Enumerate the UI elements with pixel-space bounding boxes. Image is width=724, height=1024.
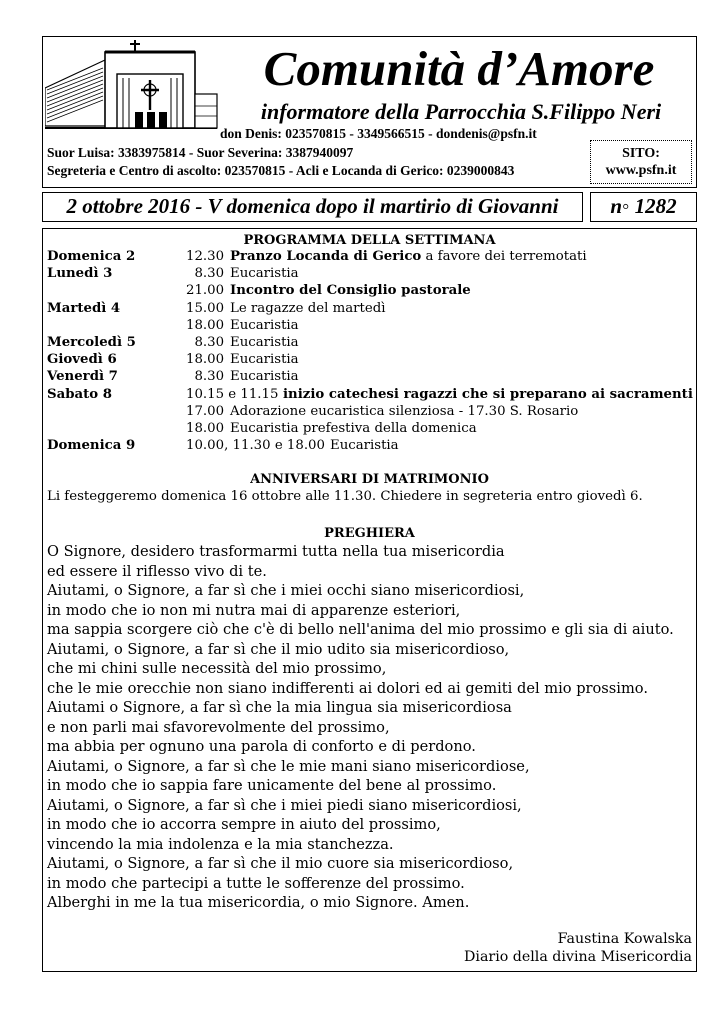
- newsletter-title: Comunità d’Amore: [263, 41, 655, 96]
- prayer-line: Aiutami o Signore, a far sì che la mia lingua sia misericordiosa: [47, 699, 512, 716]
- prayer-line: in modo che io accorra sempre in aiuto del prossimo,: [47, 816, 441, 833]
- program-row: [0, 334, 724, 352]
- program-time: 12.30: [186, 249, 225, 264]
- program-event: [230, 334, 299, 352]
- program-event-text: Eucaristia: [230, 266, 299, 282]
- site-label: SITO:: [622, 146, 660, 161]
- program-time: 18.00: [186, 421, 225, 436]
- program-day: Martedì 4: [47, 300, 121, 316]
- program-event-text: Eucaristia: [230, 335, 299, 350]
- signature-source: Diario della divina Misericordia: [464, 949, 692, 965]
- contact-line-offices: Segreteria e Centro di ascolto: 023570815 - Acli e Locanda di Gerico: 0239000843: [47, 163, 515, 178]
- program-row: [0, 265, 724, 283]
- program-time: 17.00: [186, 403, 225, 419]
- program-event-highlight: Pranzo Locanda di Gerico: [230, 249, 422, 264]
- contact-line-priest: don Denis: 023570815 - 3349566515 - dondenis@psfn.it: [220, 126, 537, 141]
- program-event: [230, 317, 299, 335]
- program-time: 21.00: [186, 283, 225, 299]
- program-event: [230, 368, 299, 386]
- program-event-text: Eucaristia: [230, 352, 299, 368]
- newsletter-subtitle: informatore della Parrocchia S.Filippo Neri: [260, 99, 662, 124]
- prayer-title: PREGHIERA: [324, 526, 415, 541]
- program-event-text: Le ragazze del martedì: [230, 300, 386, 316]
- program-row: [0, 351, 724, 369]
- program-title: PROGRAMMA DELLA SETTIMANA: [243, 233, 496, 248]
- prayer-line: O Signore, desidero trasformarmi tutta nella tua misericordia: [47, 543, 505, 560]
- prayer-line: che mi chini sulle necessità del mio prossimo,: [47, 660, 387, 677]
- prayer-line: ma sappia scorgere ciò che c'è di bello nell'anima del mio prossimo e gli sia di aiuto.: [47, 621, 674, 638]
- prayer-line: Aiutami, o Signore, a far sì che le mie mani siano misericordiose,: [47, 757, 530, 775]
- program-time: 10.15 e 11.15: [186, 386, 279, 402]
- program-event: [330, 437, 399, 455]
- program-row: [0, 282, 724, 300]
- program-row: [0, 368, 724, 386]
- program-row: [0, 248, 724, 266]
- prayer-line: in modo che partecipi a tutte le sofferenze del prossimo.: [47, 874, 465, 892]
- site-box: [590, 140, 692, 184]
- program-event: [230, 282, 471, 300]
- issue-number: n◦ 1282: [590, 192, 697, 222]
- anniversary-title: ANNIVERSARI DI MATRIMONIO: [250, 472, 489, 487]
- program-event-highlight: inizio catechesi ragazzi che si preparano ai sacramenti: [283, 386, 693, 402]
- program-day: Sabato 8: [47, 386, 113, 402]
- program-time: 15.00: [186, 300, 225, 316]
- program-row: [0, 420, 724, 438]
- program-time: 8.30: [186, 266, 225, 282]
- program-day: Mercoledì 5: [47, 335, 136, 350]
- program-time: 10.00, 11.30 e 18.00: [186, 438, 325, 454]
- prayer-line: Alberghi in me la tua misericordia, o mio Signore. Amen.: [47, 894, 470, 911]
- program-row: [0, 437, 724, 455]
- issue-date: 2 ottobre 2016 - V domenica dopo il martirio di Giovanni: [42, 192, 583, 222]
- program-event-text: Eucaristia: [230, 369, 299, 385]
- program-event-highlight: Incontro del Consiglio pastorale: [230, 283, 471, 299]
- prayer-line: Aiutami, o Signore, a far sì che i miei piedi siano misericordiosi,: [47, 796, 522, 814]
- program-row: [0, 403, 724, 421]
- program-event-text: Eucaristia: [330, 438, 399, 454]
- program-day: Domenica 2: [47, 249, 136, 264]
- prayer-line: ed essere il riflesso vivo di te.: [47, 562, 267, 580]
- program-event-text: a favore dei terremotati: [421, 249, 587, 264]
- program-time: 18.00: [186, 317, 225, 333]
- program-row: [0, 386, 724, 404]
- prayer-line: Aiutami, o Signore, a far sì che i miei occhi siano misericordiosi,: [47, 582, 525, 599]
- program-event-text: Eucaristia prefestiva della domenica: [230, 421, 477, 436]
- prayer-line: ma abbia per ognuno una parola di conforto e di perdono.: [47, 738, 476, 755]
- program-time: 18.00: [186, 352, 225, 368]
- program-day: Venerdì 7: [47, 369, 118, 385]
- program-event: [230, 420, 477, 438]
- anniversary-text: Li festeggeremo domenica 16 ottobre alle 11.30. Chiedere in segreteria entro giovedì 6.: [47, 489, 643, 504]
- prayer-line: Aiutami, o Signore, a far sì che il mio udito sia misericordioso,: [47, 640, 510, 658]
- contact-line-sisters: Suor Luisa: 3383975814 - Suor Severina: 3387940097: [47, 145, 354, 160]
- program-row: [0, 300, 724, 318]
- program-event: [230, 248, 587, 266]
- signature-author: Faustina Kowalska: [557, 931, 692, 947]
- prayer-line: in modo che io non mi nutra mai di apparenze esteriori,: [47, 601, 461, 619]
- program-time: 8.30: [186, 369, 225, 385]
- program-event-text: Adorazione eucaristica silenziosa - 17.30 S. Rosario: [230, 403, 579, 419]
- prayer-line: e non parli mai sfavorevolmente del prossimo,: [47, 718, 390, 736]
- program-event-text: Eucaristia: [230, 317, 299, 333]
- program-event: [230, 403, 578, 421]
- program-event: [230, 265, 299, 283]
- program-day: Giovedì 6: [47, 352, 117, 368]
- program-day: Lunedì 3: [47, 266, 113, 282]
- program-event: [283, 386, 693, 404]
- program-time: 8.30: [186, 335, 225, 350]
- prayer-text: [47, 542, 674, 913]
- program-event: [230, 300, 386, 318]
- site-url: www.psfn.it: [605, 163, 677, 178]
- program-event: [230, 351, 299, 369]
- church-building-icon: [45, 38, 220, 132]
- program-row: [0, 317, 724, 335]
- prayer-line: in modo che io sappia fare unicamente del bene al prossimo.: [47, 777, 497, 794]
- prayer-line: Aiutami, o Signore, a far sì che il mio cuore sia misericordioso,: [47, 855, 514, 872]
- prayer-line: vincendo la mia indolenza e la mia stanchezza.: [47, 835, 394, 853]
- prayer-line: che le mie orecchie non siano indifferenti ai dolori ed ai gemiti del mio prossimo.: [47, 679, 648, 697]
- program-day: Domenica 9: [47, 438, 136, 454]
